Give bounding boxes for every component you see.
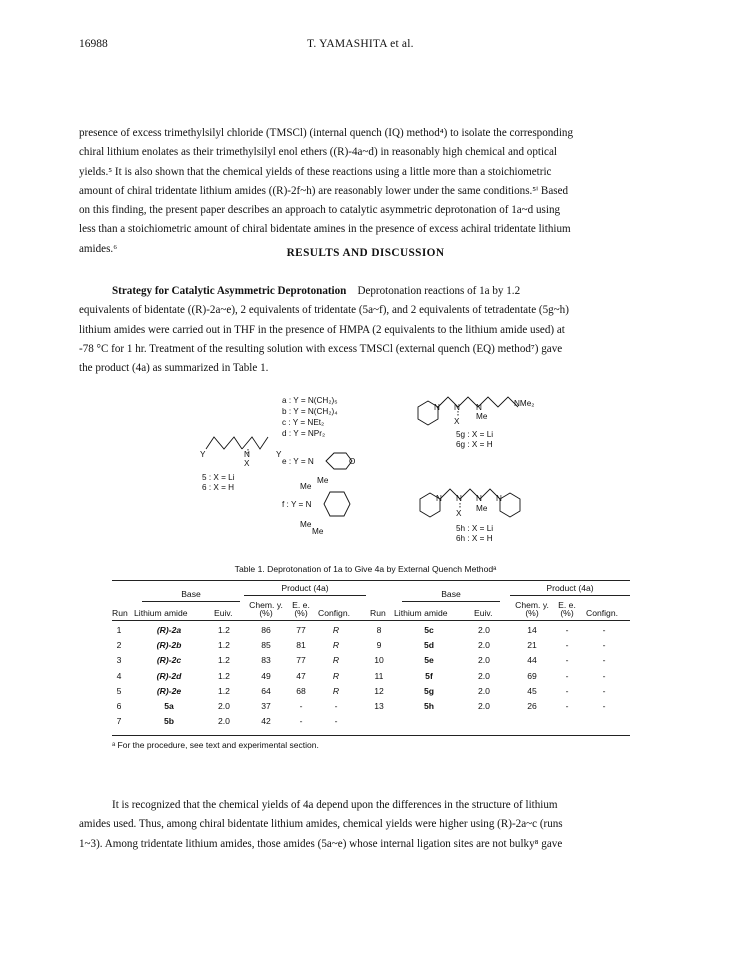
cell-amide: (R)-2b	[156, 640, 182, 651]
label-Y: Y	[276, 450, 282, 459]
cell-yield: 45	[527, 685, 537, 696]
compound-5h-label: 5h : X = Li	[456, 524, 494, 533]
cell-euiv: 1.2	[218, 685, 230, 696]
cell-config: -	[602, 655, 606, 666]
label-N: N	[434, 403, 440, 412]
cell-euiv: 2.0	[478, 640, 490, 651]
cell-euiv: 2.0	[478, 685, 490, 696]
text-span: Deprotonation reactions of 1a by 1.2	[357, 285, 521, 297]
cell-yield: 37	[261, 701, 271, 711]
text-line: yields.⁵ It is also shown that the chemical yields of these reactions using a little more than a stoichiometric	[79, 165, 552, 178]
label-N: N	[476, 494, 482, 503]
header-chem-yield-right: Chem. y.	[515, 600, 549, 610]
cell-amide: 5h	[423, 701, 435, 711]
text-span: It is recognized that the chemical yields of 4a depend upon the differences in the structure of lithium	[112, 799, 558, 811]
header-base-right: Base	[441, 589, 461, 599]
cell-amide: 5e	[424, 655, 434, 666]
header-config-left: Confign.	[318, 608, 351, 618]
cell-run: 11	[374, 670, 384, 681]
text-line: 1~3). Among tridentate lithium amides, those amides (5a~e) whose internal ligation sites are not bulky⁸ gave	[79, 837, 563, 850]
header-run-right: Run	[370, 608, 386, 618]
chemical-structures-scheme	[200, 393, 560, 563]
cell-yield: 44	[527, 655, 537, 666]
cell-ee: 68	[296, 685, 306, 696]
label-N: N	[456, 494, 462, 503]
label-Me: Me	[300, 482, 312, 491]
cell-ee: -	[565, 685, 569, 696]
text-line: amides.⁶	[79, 242, 118, 255]
table-bottom-rule	[112, 735, 630, 736]
cell-amide: (R)-2a	[156, 625, 182, 635]
compound-5-label: 5 : X = Li	[202, 473, 235, 482]
text-line: equivalents of bidentate ((R)-2a~e), 2 equivalents of tridentate (5a~f), and 2 equivalents of tetradentate (5g~h)	[79, 304, 569, 317]
text-line	[79, 282, 647, 301]
cell-euiv: 2.0	[218, 701, 230, 711]
header-product-left: Product (4a)	[281, 583, 329, 593]
label-N: N	[476, 403, 482, 412]
paragraph-strategy	[79, 282, 647, 378]
cell-run: 3	[116, 655, 122, 666]
substituent-e: e : Y = N	[282, 457, 314, 466]
label-Me: Me	[476, 504, 488, 513]
cell-ee: -	[565, 670, 569, 681]
cell-config: R	[332, 625, 340, 635]
base-left-rule	[142, 601, 240, 602]
label-X: X	[454, 417, 460, 426]
header-yield-unit-left: (%)	[259, 608, 273, 618]
text-line: -78 °C for 1 hr. Treatment of the resulting solution with excess TMSCl (external quench (EQ) method⁷) gave	[79, 342, 563, 355]
cell-config: -	[602, 670, 606, 681]
cell-amide: (R)-2c	[156, 655, 182, 666]
tetramethylpiperidine-ring	[324, 492, 350, 516]
cell-yield: 14	[527, 625, 537, 635]
text-line: presence of excess trimethylsilyl chloride (TMSCl) (internal quench (IQ) method⁴) to isolate the corresponding	[79, 127, 574, 139]
cell-run: 5	[116, 685, 122, 696]
header-euiv-left: Euiv.	[214, 608, 233, 618]
cell-config: -	[602, 701, 606, 711]
cell-amide: 5f	[425, 670, 433, 681]
page-number: 16988	[79, 38, 108, 50]
paragraph-intro	[79, 124, 647, 259]
compound-6h-label: 6h : X = H	[456, 534, 493, 543]
header-ee-right: E. e.	[558, 600, 576, 610]
label-Me: Me	[312, 527, 324, 536]
cell-euiv: 2.0	[478, 701, 490, 711]
compound-5g-label: 5g : X = Li	[456, 430, 494, 439]
cell-ee: 47	[296, 670, 306, 681]
cell-yield: 64	[261, 685, 271, 696]
header-ee-left: E. e.	[292, 600, 310, 610]
cell-config: R	[332, 670, 340, 681]
cell-amide: 5a	[164, 701, 174, 711]
cell-euiv: 1.2	[218, 670, 230, 681]
cell-run: 4	[116, 670, 122, 681]
cell-euiv: 1.2	[218, 640, 230, 651]
cell-config: R	[332, 685, 340, 696]
table-header-rule	[112, 620, 630, 621]
cell-yield: 85	[261, 640, 271, 651]
header-euiv-right: Euiv.	[474, 608, 493, 618]
cell-config: -	[602, 685, 606, 696]
label-Me: Me	[317, 476, 329, 485]
header-amide-left: Lithium amide	[134, 608, 188, 618]
cell-ee: 77	[296, 655, 306, 666]
label-N: N	[436, 494, 442, 503]
cell-run: 7	[116, 716, 122, 727]
tetradentate-amine-5h-structure	[420, 489, 520, 517]
cell-ee: 77	[296, 625, 306, 635]
substituent-c: c : Y = NEt₂	[282, 418, 325, 427]
header-ee-unit-left: (%)	[294, 608, 308, 618]
header-run-left: Run	[112, 608, 128, 618]
header-config-right: Confign.	[586, 608, 619, 618]
cell-yield: 86	[261, 625, 271, 635]
header-amide-right: Lithium amide	[394, 608, 448, 618]
cell-config: R	[332, 640, 340, 651]
text-line: chiral lithium enolates as their trimethylsilyl enol ethers ((R)-4a~d) in reasonably high chemical and optical	[79, 146, 557, 159]
label-N: N	[244, 450, 250, 459]
cell-euiv: 2.0	[478, 670, 490, 681]
cell-run: 10	[374, 655, 384, 666]
compound-6g-label: 6g : X = H	[456, 440, 493, 449]
cell-yield: 21	[527, 640, 537, 651]
cell-config: R	[332, 655, 340, 666]
text-line: on this finding, the present paper describes an approach to catalytic asymmetric deprotonation of 1a~d using	[79, 204, 561, 217]
cell-run: 9	[376, 640, 382, 651]
table-top-rule	[112, 580, 630, 581]
header-chem-yield-left: Chem. y.	[249, 600, 283, 610]
cell-run: 13	[374, 701, 384, 711]
cell-amide: 5c	[424, 625, 434, 635]
cell-yield: 26	[527, 701, 537, 711]
cell-config: -	[334, 701, 338, 711]
label-X: X	[456, 509, 462, 518]
cell-euiv: 1.2	[218, 655, 230, 666]
substituent-a: a : Y = N(CH₂)₅	[282, 396, 338, 405]
cell-ee: -	[565, 625, 569, 635]
results-table	[112, 578, 630, 736]
running-head: T. YAMASHITA et al.	[307, 38, 414, 50]
cell-ee: 81	[296, 640, 306, 651]
base-right-rule	[402, 601, 500, 602]
compound-6-label: 6 : X = H	[202, 483, 235, 492]
text-line: amides used. Thus, among chiral bidentate lithium amides, chemical yields were higher using (R)-2a~c (runs	[79, 818, 563, 831]
text-line: the product (4a) as summarized in Table 1.	[79, 362, 269, 375]
cell-yield: 69	[527, 670, 537, 681]
cell-run: 8	[376, 625, 382, 635]
label-N: N	[454, 403, 460, 412]
cell-ee: -	[565, 640, 569, 651]
cell-ee: -	[299, 701, 303, 711]
product-left-rule	[244, 595, 366, 596]
cell-yield: 83	[261, 655, 271, 666]
cell-ee: -	[565, 701, 569, 711]
cell-config: -	[602, 625, 606, 635]
substituent-d: d : Y = NPr₂	[282, 429, 326, 438]
label-Me: Me	[476, 412, 488, 421]
cell-amide: 5b	[163, 716, 175, 727]
text-line	[79, 796, 647, 815]
cell-run: 2	[116, 640, 122, 651]
cell-amide: 5g	[423, 685, 435, 696]
table-caption: Table 1. Deprotonation of 1a to Give 4a by External Quench Methodᵃ	[234, 564, 497, 574]
cell-amide: 5d	[423, 640, 435, 651]
cell-amide: (R)-2d	[156, 670, 182, 681]
label-Me: Me	[300, 520, 312, 529]
cell-euiv: 2.0	[218, 716, 230, 727]
run-in-heading: Strategy for Catalytic Asymmetric Deprotonation	[112, 285, 347, 297]
label-Y: Y	[200, 450, 206, 459]
header-base-left: Base	[181, 589, 201, 599]
label-NMe2: NMe₂	[514, 399, 535, 408]
header-product-right: Product (4a)	[546, 583, 594, 593]
cell-yield: 49	[261, 670, 271, 681]
cell-run: 1	[116, 625, 122, 635]
label-O: O	[349, 457, 356, 466]
cell-config: -	[602, 640, 606, 651]
label-N: N	[496, 494, 502, 503]
bidentate-amine-structure	[206, 437, 268, 455]
paragraph-results	[79, 796, 647, 854]
cell-euiv: 1.2	[218, 625, 230, 635]
cell-config: -	[334, 716, 338, 727]
text-line: amount of chiral tridentate lithium amides ((R)-2f~h) are reasonably lower under the same conditions.⁵ⁱ Based	[79, 184, 569, 197]
cell-euiv: 2.0	[478, 625, 490, 635]
substituent-f: f : Y = N	[282, 500, 312, 509]
cell-yield: 42	[261, 716, 271, 727]
substituent-b: b : Y = N(CH₂)₄	[282, 407, 338, 416]
text-line: lithium amides were carried out in THF in the presence of HMPA (2 equivalents to the lithium amide used) at	[79, 323, 565, 336]
cell-ee: -	[299, 716, 303, 727]
tetradentate-amine-5g-structure	[418, 397, 518, 425]
cell-ee: -	[565, 655, 569, 666]
cell-run: 12	[374, 685, 384, 696]
header-yield-unit-right: (%)	[525, 608, 539, 618]
cell-euiv: 2.0	[478, 655, 490, 666]
label-X: X	[244, 459, 250, 468]
cell-run: 6	[116, 701, 122, 711]
table-footnote: ᵃ For the procedure, see text and experimental section.	[112, 740, 319, 750]
header-ee-unit-right: (%)	[560, 608, 574, 618]
text-line: less than a stoichiometric amount of chiral bidentate amines in the presence of excess achiral tridentate lithium	[79, 223, 571, 236]
product-right-rule	[510, 595, 630, 596]
cell-amide: (R)-2e	[156, 685, 182, 696]
section-heading: RESULTS AND DISCUSSION	[286, 247, 445, 259]
